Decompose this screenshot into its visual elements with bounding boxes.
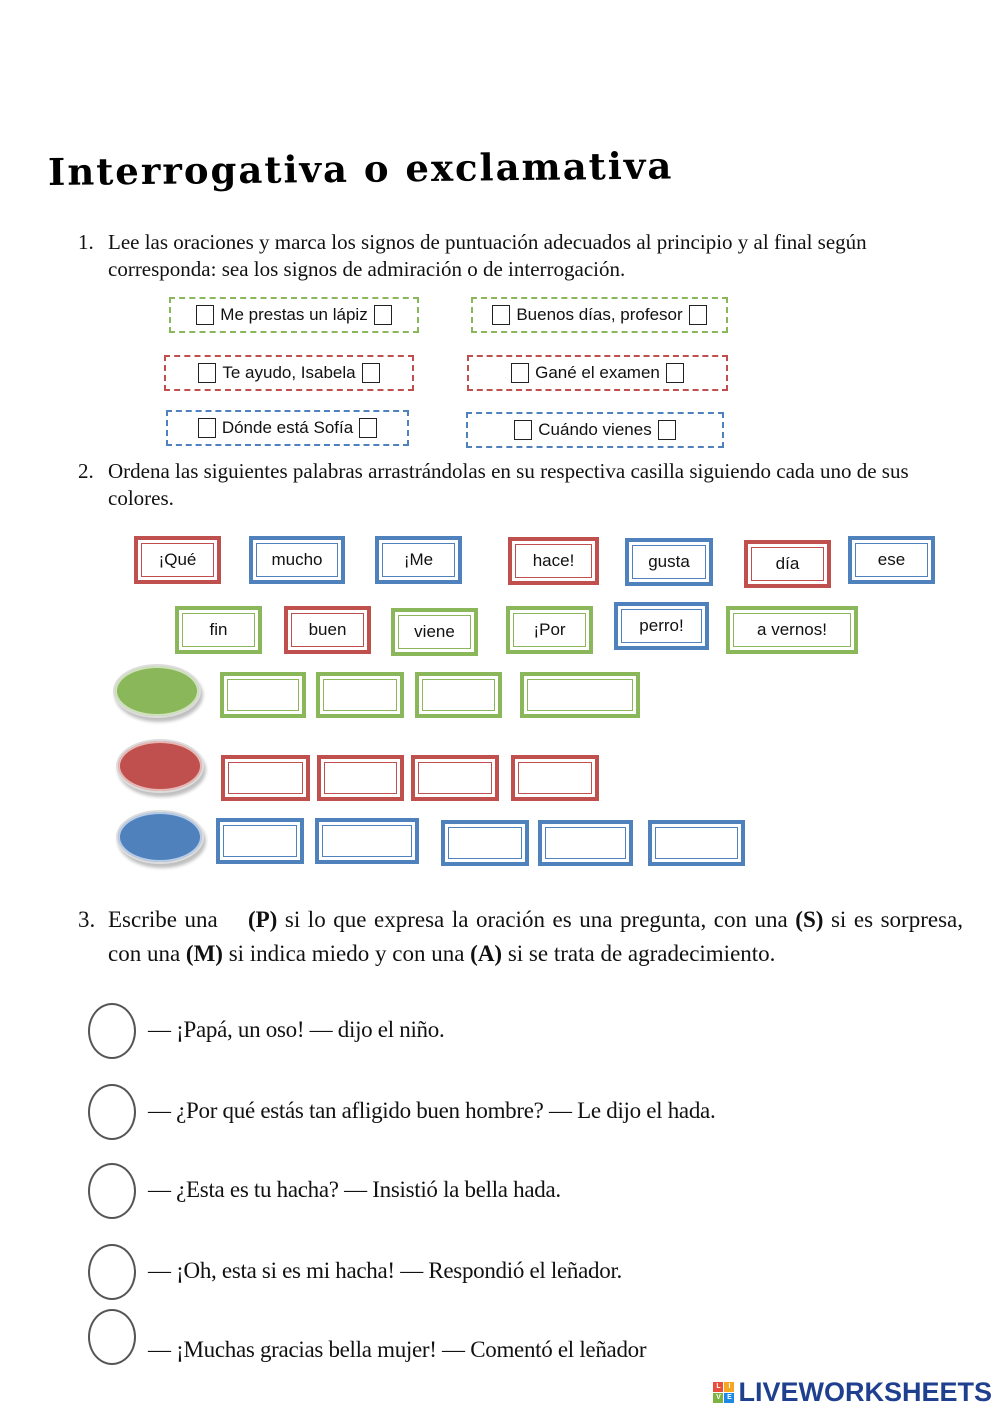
drop-slot-green[interactable] (220, 672, 306, 718)
drop-slot-blue[interactable] (538, 820, 633, 866)
sentence-text: Buenos días, profesor (516, 305, 683, 324)
item-sentence: — ¡Muchas gracias bella mujer! — Comentó el leñador (148, 1337, 647, 1362)
sentence-text: Me prestas un lápiz (220, 305, 368, 324)
word-tile[interactable]: mucho (249, 536, 345, 584)
item-sentence: — ¿Esta es tu hacha? — Insistió la bella hada. (148, 1177, 561, 1202)
drop-slot-green[interactable] (415, 672, 502, 718)
answer-circle-input[interactable] (88, 1084, 136, 1140)
logo-mark-icon: L I V E (713, 1382, 734, 1403)
sentence-box (466, 412, 724, 448)
question-text: Escribe una (P) si lo que expresa la oración es una pregunta, con una (S) si es sorpresa, con una (M) si indica miedo y con una (A) si se trata de agradecimiento. (108, 907, 963, 966)
item-sentence: — ¿Por qué estás tan afligido buen hombre? — Le dijo el hada. (148, 1098, 716, 1123)
blue-oval-icon (116, 810, 204, 864)
answer-circle-input[interactable] (88, 1309, 136, 1365)
word-tile[interactable]: ese (848, 536, 935, 584)
drop-slot-red[interactable] (221, 755, 310, 801)
item-sentence: — ¡Papá, un oso! — dijo el niño. (148, 1017, 445, 1042)
punctuation-checkbox-start[interactable] (196, 305, 214, 325)
sentence-box (467, 355, 728, 391)
drop-slot-blue[interactable] (441, 820, 529, 866)
punctuation-checkbox-start[interactable] (492, 305, 510, 325)
word-tile[interactable]: buen (284, 606, 371, 654)
drop-slot-blue[interactable] (216, 818, 304, 864)
punctuation-checkbox-end[interactable] (374, 305, 392, 325)
question-number: 2. (78, 459, 94, 483)
question-3 (78, 903, 963, 971)
punctuation-checkbox-end[interactable] (658, 420, 676, 440)
punctuation-checkbox-start[interactable] (511, 363, 529, 383)
drop-slot-green[interactable] (520, 672, 640, 718)
word-tile[interactable]: a vernos! (726, 606, 858, 654)
liveworksheets-logo (713, 1377, 992, 1407)
word-tile[interactable]: viene (391, 608, 478, 656)
punctuation-checkbox-start[interactable] (198, 363, 216, 383)
punctuation-checkbox-end[interactable] (666, 363, 684, 383)
word-tile[interactable]: hace! (508, 537, 599, 585)
drop-slot-red[interactable] (317, 755, 404, 801)
question-text: Lee las oraciones y marca los signos de puntuación adecuados al principio y al final según corresponda: sea los signos de admiración o de interrogación. (108, 230, 867, 281)
word-tile[interactable]: ¡Por (506, 606, 593, 654)
drop-slot-red[interactable] (411, 755, 499, 801)
worksheet-title: Interrogativa o exclamativa (47, 143, 674, 194)
question-2 (78, 458, 968, 512)
word-tile[interactable]: ¡Qué (134, 536, 221, 584)
word-tile[interactable]: ¡Me (375, 536, 462, 584)
sentence-text: Te ayudo, Isabela (222, 363, 356, 382)
green-oval-icon (113, 664, 201, 718)
sentence-box (164, 355, 414, 391)
punctuation-checkbox-end[interactable] (689, 305, 707, 325)
item-sentence: — ¡Oh, esta si es mi hacha! — Respondió el leñador. (148, 1258, 622, 1283)
sentence-text: Gané el examen (535, 363, 660, 382)
answer-circle-input[interactable] (88, 1163, 136, 1219)
punctuation-checkbox-start[interactable] (198, 418, 216, 438)
word-tile[interactable]: día (744, 540, 831, 588)
sentence-box (169, 297, 419, 333)
question-text: Ordena las siguientes palabras arrastrándolas en su respectiva casilla siguiendo cada uno de sus colores. (108, 459, 909, 510)
word-tile[interactable]: gusta (625, 538, 713, 586)
list-item (86, 1309, 966, 1365)
answer-circle-input[interactable] (88, 1244, 136, 1300)
punctuation-checkbox-start[interactable] (514, 420, 532, 440)
question-number: 1. (78, 230, 94, 254)
word-tile[interactable]: perro! (614, 602, 709, 650)
drop-slot-green[interactable] (316, 672, 404, 718)
drop-slot-blue[interactable] (648, 820, 745, 866)
question-number: 3. (78, 907, 96, 932)
list-item (86, 1163, 966, 1219)
sentence-box (166, 410, 409, 446)
red-oval-icon (116, 739, 204, 793)
list-item (86, 1084, 966, 1140)
punctuation-checkbox-end[interactable] (362, 363, 380, 383)
answer-circle-input[interactable] (88, 1003, 136, 1059)
word-tile[interactable]: fin (175, 606, 262, 654)
list-item (86, 1003, 966, 1059)
sentence-text: Cuándo vienes (538, 420, 652, 439)
sentence-box (471, 297, 728, 333)
list-item (86, 1244, 966, 1300)
punctuation-checkbox-end[interactable] (359, 418, 377, 438)
sentence-text: Dónde está Sofía (221, 418, 354, 437)
drop-slot-red[interactable] (511, 755, 599, 801)
drop-slot-blue[interactable] (315, 818, 419, 864)
logo-text: LIVEWORKSHEETS (738, 1376, 992, 1407)
question-1 (78, 229, 968, 283)
